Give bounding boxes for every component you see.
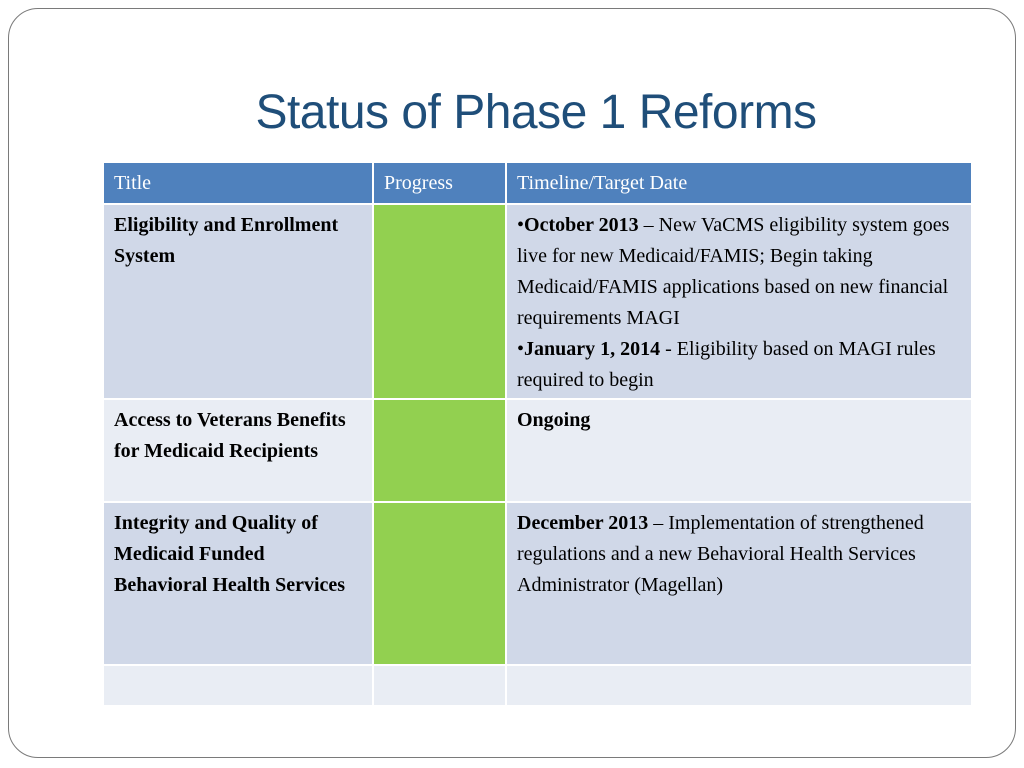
bullet: • [517,338,525,360]
table-header-row [103,162,972,204]
table-row-empty [103,665,972,706]
timeline-text: – New VaCMS eligibility system goes live for new Medicaid/FAMIS; Begin taking Medicaid/FAMIS applications based on new financial requirements MAGI [517,214,950,329]
bullet: • [517,214,525,236]
timeline-cell [506,204,972,399]
empty-cell [103,665,373,706]
timeline-text: - Eligibility based on MAGI rules required to begin [517,338,936,391]
row-title-cell: Eligibility and Enrollment System [103,204,373,399]
timeline-text: – Implementation of strengthened regulations and a new Behavioral Health Services Administrator (Magellan) [517,512,924,596]
table-row [103,399,972,502]
progress-indicator-green [373,204,506,399]
progress-indicator-green [373,502,506,665]
header-title: Title [103,162,373,204]
timeline-date: December 2013 [517,512,649,534]
table-row [103,204,972,399]
header-timeline: Timeline/Target Date [506,162,972,204]
slide-title: Status of Phase 1 Reforms [255,86,817,139]
row-title-cell: Access to Veterans Benefits for Medicaid Recipients [103,399,373,502]
header-progress: Progress [373,162,506,204]
timeline-cell [506,502,972,665]
row-title-cell: Integrity and Quality of Medicaid Funded Behavioral Health Services [103,502,373,665]
empty-cell [373,665,506,706]
empty-cell [506,665,972,706]
timeline-cell [506,399,972,502]
progress-indicator-green [373,399,506,502]
timeline-date: Ongoing [517,409,591,431]
timeline-date: January 1, 2014 [524,338,661,360]
table-row [103,502,972,665]
timeline-date: October 2013 [524,214,639,236]
status-table [102,161,973,707]
